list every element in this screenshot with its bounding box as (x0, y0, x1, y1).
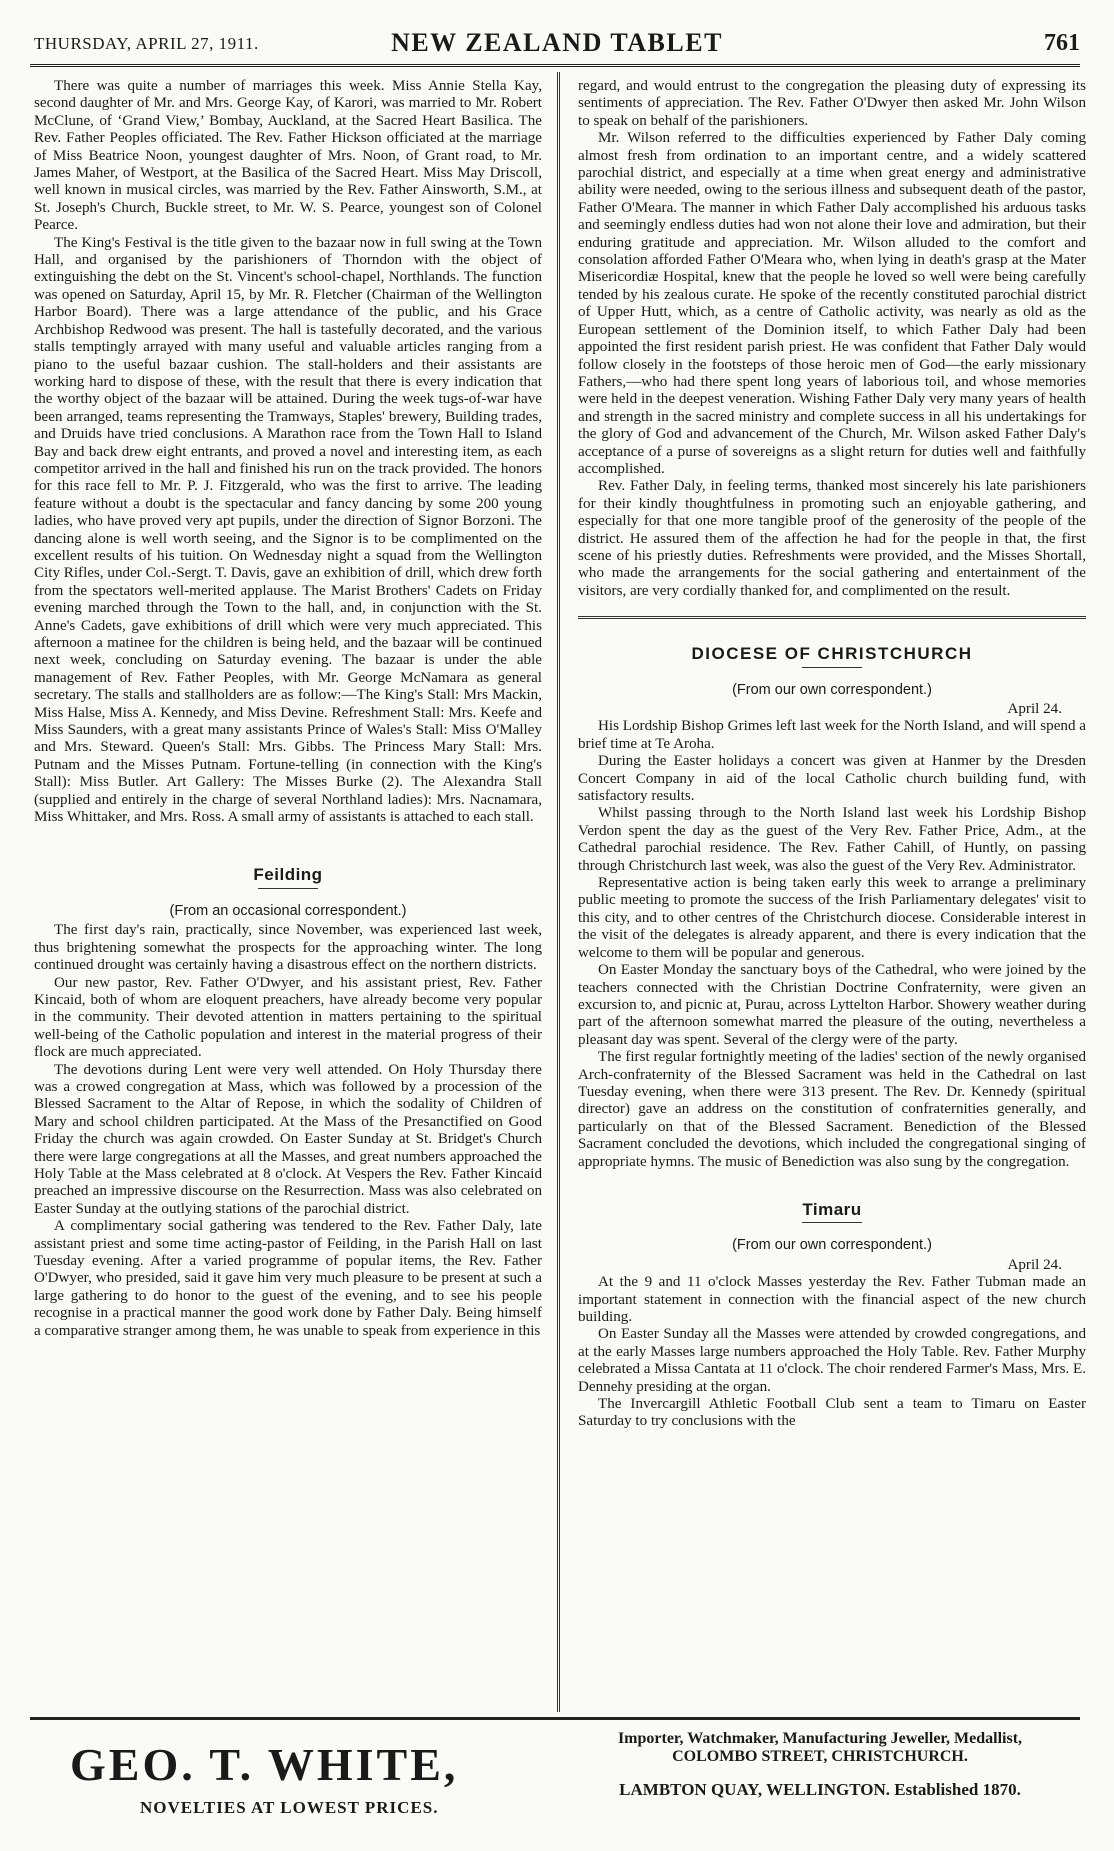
advertiser-address-christchurch: COLOMBO STREET, CHRISTCHURCH. (672, 1748, 968, 1765)
advertiser-name: GEO. T. WHITE, (70, 1739, 459, 1790)
masthead-rule (30, 64, 1080, 70)
left-column (34, 78, 542, 1340)
paragraph: At the 9 and 11 o'clock Masses yesterday the Rev. Father Tubman made an important statement in connection with the financial aspect of the new church building. (578, 1274, 1086, 1325)
newspaper-title: NEW ZEALAND TABLET (391, 28, 723, 57)
correspondent-line: (From our own correspondent.) (732, 1237, 932, 1254)
paragraph: regard, and would entrust to the congregation the pleasing duty of expressing its sentiments of appreciation. The Rev. Father O'Dwyer then asked Mr. John Wilson to speak on behalf of the parishioners. (578, 78, 1086, 129)
paragraph: During the Easter holidays a concert was given at Hanmer by the Dresden Concert Company in aid of the local Catholic church building fund, with satisfactory results. (578, 753, 1086, 805)
correspondent-line: (From our own correspondent.) (732, 681, 932, 698)
advertiser-details (565, 1730, 1075, 1800)
paragraph: The first regular fortnightly meeting of the ladies' section of the newly organised Arch-confraternity of the Blessed Sacrament was held in the Cathedral on last Tuesday evening, when there were 313 present. The Rev. Dr. Kennedy (spiritual director) gave an address on the constitution of confraternities generally, and particularly on that of the Blessed Sacrament. Benediction of the Blessed Sacrament concluded the devotions, which included the congregational singing of appropriate hymns. The music of Benediction was also sung by the congregation. (578, 1049, 1086, 1170)
dateline: April 24. (1007, 1256, 1062, 1273)
paragraph: Mr. Wilson referred to the difficulties experienced by Father Daly coming almost fresh from ordination to an important centre, and a widely scattered parochial district, and especially at a time when great energy and administrative ability were needed, owing to the serious illness and subsequent death of the pastor, Father O'Meara. The manner in which Father Daly accomplished his arduous tasks and seemingly endless duties had won not alone their love and admiration, but their enduring gratitude and appreciation. Mr. Wilson alluded to the comfort and consolation afforded Father O'Meara who, when lying in death's grasp at the Mater Misericordiæ Hospital, knew that the people he loved so well were being carefully tended by his zealous curate. He spoke of the recently constituted parochial district of Upper Hutt, which, as a centre of Catholic activity, was nearly as old as the European settlement of the Dominion itself, to which Father Daly had been appointed the first resident parish priest. He was confident that Father Daly would follow closely in the footsteps of those heroic men of God—the early missionary Fathers,—who had there spent long years of laborious toil, and whose memories were held in the deepest veneration. Wishing Father Daly very many years of health and strength in the sacred ministry and complete success in all his undertakings for the glory of God and advancement of the Church, Mr. Wilson asked Father Daly's acceptance of a purse of sovereigns as a slight return for duties well and faithfully accomplished. (578, 130, 1086, 477)
masthead (34, 28, 1080, 62)
paragraph: The King's Festival is the title given to the bazaar now in full swing at the Town Hall, and organised by the parishioners of Thorndon with the object of extinguishing the debt on the St. Vincent's school-chapel, Northlands. The function was opened on Saturday, April 15, by Mr. R. Fletcher (Chairman of the Wellington Harbor Board). There was a large attendance of the public, and his Grace Archbishop Redwood was present. The hall is tastefully decorated, and the various stalls temptingly arrayed with many useful and valuable articles ranging from a piano to the useful bazaar cushion. The stall-holders and their assistants are working hard to dispose of these, with the result that there is every indication that the worthy object of the bazaar will be attained. During the week tugs-of-war have been arranged, teams representing the Tramways, Staples' brewery, Building trades, and Druids have tried conclusions. A Marathon race from the Town Hall to Island Bay and back drew eight entrants, and proved a novel and interesting item, as each competitor arrived in the hall and finished his run on the track provided. The honors for this race fell to Mr. P. J. Fitzgerald, who was the first to arrive. The leading feature without a doubt is the spectacular and fancy dancing by some 200 young ladies, who have proved very apt pupils, under the direction of Signor Borzoni. The dancing alone is well worth seeing, and the Signor is to be complimented on the excellent results of his tuition. On Wednesday night a squad from the Wellington City Rifles, under Col.-Sergt. T. Davis, gave an exhibition of drill, which drew forth from the spectators well-merited applause. The Marist Brothers' Cadets on Friday evening marched through the Town to the hall, and, in conjunction with the St. Anne's Cadets, gave exhibitions of drill which were very much appreciated. This afternoon a matinee for the children is being held, and the bazaar will be continued next week, concluding on Saturday evening. The bazaar is under the able management of Rev. Father Peoples, with Mr. George McNamara as general secretary. The stalls and stallholders are as follow:—The King's Stall: Mrs Mackin, Miss Halse, Miss A. Kennedy, and Miss Devine. Refreshment Stall: Mrs. Keefe and Miss Saunders, with a great many assistants Prince of Wales's Stall: Miss O'Malley and Mrs. Steward. Queen's Stall: Mrs. Gibbs. The Princess Mary Stall: Mrs. Putnam and the Misses Putnam. Fortune-telling (in connection with the King's Stall): Miss Butler. Art Gallery: The Misses Burke (2). The Alexandra Stall (supplied and entirely in the charge of several Northland ladies): Mrs. Nacnamara, Miss Whittaker, and Mrs. Ross. A small army of assistants is attached to each stall. (34, 234, 542, 826)
correspondent-line: (From an occasional correspondent.) (169, 902, 407, 919)
heading-rule (802, 667, 862, 668)
paragraph: Representative action is being taken early this week to arrange a preliminary public meeting to promote the success of the Irish Parliamentary delegates' visit to this city, and to other centres of the Christchurch diocese. Considerable interest in the visit of the delegates is already apparent, and there is every indication that the welcome to them will be popular and generous. (578, 875, 1086, 961)
paragraph: Rev. Father Daly, in feeling terms, thanked most sincerely his late parishioners for their kindly thoughtfulness in promoting such an enjoyable gathering, and especially for that one more tangible proof of the generosity of the people of the district. He assured them of the affection he had for the people in that, the first scene of his priestly duties. Refreshments were provided, and the Misses Shortall, who made the arrangements for the social gathering and entertainment of the visitors, are very cordially thanked for, and complimented on the result. (578, 478, 1086, 599)
dateline: April 24. (1007, 701, 1062, 717)
section-heading-christchurch: DIOCESE OF CHRISTCHURCH (691, 644, 973, 664)
paragraph: Our new pastor, Rev. Father O'Dwyer, and his assistant priest, Rev. Father Kincaid, both of whom are eloquent preachers, have already become very popular in the community. Their devoted attention in matters pertaining to the spiritual well-being of the Catholic population and interest in the material progress of their flock are much appreciated. (34, 974, 542, 1061)
section-heading-feilding: Feilding (253, 865, 323, 885)
advertiser-tagline: NOVELTIES AT LOWEST PRICES. (140, 1798, 439, 1817)
paragraph: A complimentary social gathering was tendered to the Rev. Father Daly, late assistant priest and some time acting-pastor of Feilding, in the Parish Hall on last Tuesday evening. After a varied programme of popular items, the Rev. Father O'Dwyer, who presided, said it gave him very much pleasure to be present at such a large gathering to do honor to the guest of the evening, and to see his people recognise in a practical manner the good work done by Father Daly. Being himself a comparative stranger among them, he was unable to speak from experience in this (34, 1218, 542, 1339)
heading-rule (258, 888, 318, 889)
paragraph: There was quite a number of marriages this week. Miss Annie Stella Kay, second daughter of Mr. and Mrs. George Kay, of Karori, was married to Mr. Robert McClune, of ‘Grand View,’ Bombay, Auckland, at the Sacred Heart Basilica. The Rev. Father Peoples officiated. The Rev. Father Hickson officiated at the marriage of Miss Beatrice Noon, youngest daughter of Mrs. Noon, of Grant road, to Mr. James Maher, of Westport, at the Basilica of the Sacred Heart. Miss May Driscoll, well known in musical circles, was married by the Rev. Father Ainsworth, S.M., at St. Joseph's Church, Buckle street, to Mr. W. S. Pearce, youngest son of Colonel Pearce. (34, 78, 542, 234)
advertiser-address-wellington: LAMBTON QUAY, WELLINGTON. Established 1870. (619, 1780, 1021, 1799)
paragraph: His Lordship Bishop Grimes left last week for the North Island, and will spend a brief time at Te Aroha. (578, 718, 1086, 752)
column-divider (557, 72, 560, 1712)
right-column (578, 78, 1086, 1431)
heading-rule (802, 1222, 862, 1223)
paragraph: The devotions during Lent were very well attended. On Holy Thursday there was a crowed congregation at Mass, which was followed by a procession of the Blessed Sacrament to the Altar of Repose, in which the sodality of Children of Mary and school children participated. At the Mass of the Presanctified on Good Friday the church was again crowded. On Easter Sunday at St. Bridget's Church there were large congregations at all the Masses, and great numbers approached the Holy Table at the Mass celebrated at 8 o'clock. At Vespers the Rev. Father Kincaid preached an impressive discourse on the Resurrection. Mass was also celebrated on Easter Sunday at the outlying stations of the parochial district. (34, 1061, 542, 1217)
paragraph: On Easter Monday the sanctuary boys of the Cathedral, who were joined by the teachers connected with the Christian Doctrine Confraternity, were given an excursion to, and picnic at, Purau, across Lyttelton Harbor. Showery weather during part of the afternoon somewhat marred the pleasure of the outing, nevertheless a pleasant day was spent. Several of the clergy were of the party. (578, 962, 1086, 1048)
page-number: 761 (1044, 30, 1080, 56)
section-divider (578, 616, 1086, 619)
section-heading-timaru: Timaru (802, 1199, 862, 1219)
issue-date: THURSDAY, APRIL 27, 1911. (34, 34, 259, 53)
paragraph: The Invercargill Athletic Football Club sent a team to Timaru on Easter Saturday to try conclusions with the (578, 1396, 1086, 1430)
advertiser-trade: Importer, Watchmaker, Manufacturing Jeweller, Medallist, (617, 1730, 1023, 1747)
paragraph: On Easter Sunday all the Masses were attended by crowded congregations, and at the early Masses large numbers approached the Holy Table. Rev. Father Murphy celebrated a Missa Cantata at 11 o'clock. The choir rendered Farmer's Mass, Mrs. E. Dennehy presiding at the organ. (578, 1326, 1086, 1395)
paragraph: The first day's rain, practically, since November, was experienced last week, thus brightening somewhat the prospects for the approaching winter. The long continued drought was certainly having a disastrous effect on the northern districts. (34, 922, 542, 974)
advertisement-rule (30, 1717, 1080, 1720)
paragraph: Whilst passing through to the North Island last week his Lordship Bishop Verdon spent the day as the guest of the Very Rev. Father Price, Adm., at the Cathedral parochial residence. The Rev. Father Cahill, of Huntly, on passing through Christchurch last week, was also the guest of the Very Rev. Administrator. (578, 805, 1086, 874)
